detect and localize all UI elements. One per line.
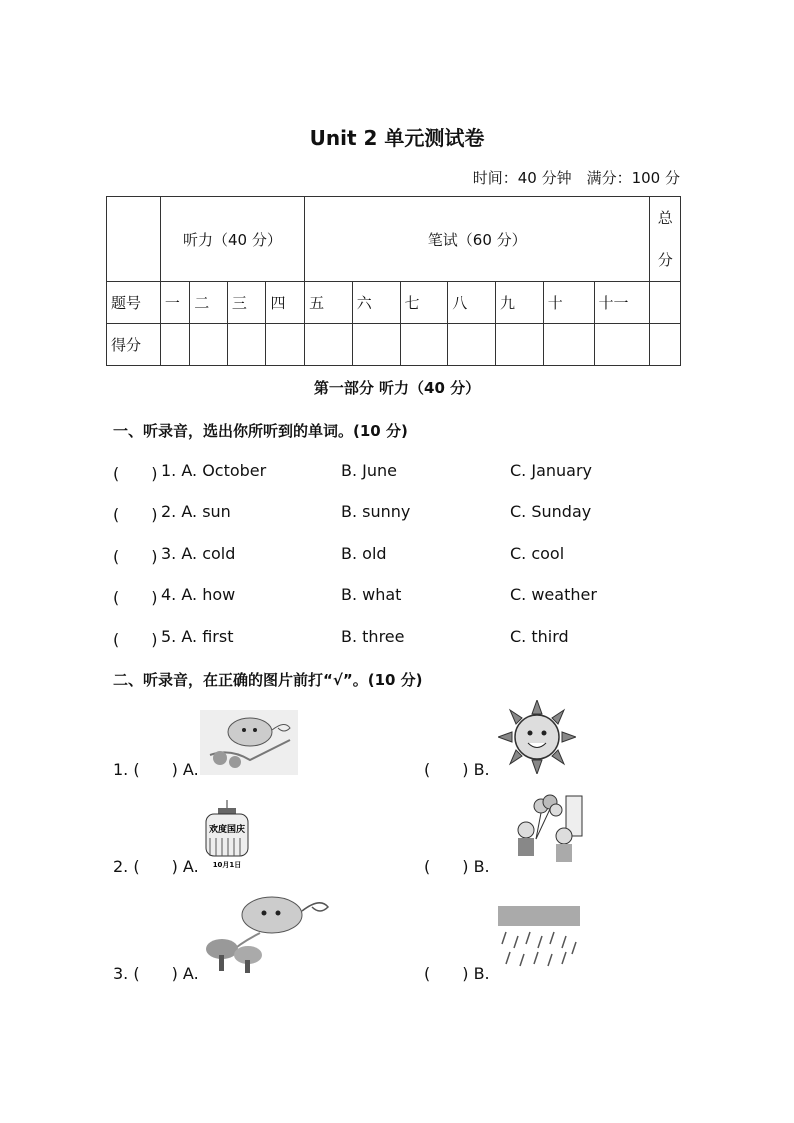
picture-option-a-label[interactable]: 1. ( ) A.	[113, 760, 199, 779]
number-cell: 七	[400, 282, 448, 324]
page-title: Unit 2 单元测试卷	[309, 126, 485, 150]
score-cell[interactable]	[594, 324, 650, 366]
number-cell: 十	[543, 282, 594, 324]
number-cell: 五	[305, 282, 353, 324]
total-header-char-1: 总	[657, 209, 673, 227]
exam-meta: 时间：40 分钟 满分：100 分	[472, 169, 680, 187]
question-row	[113, 461, 713, 483]
rain-picture	[498, 906, 580, 970]
number-cell: 六	[352, 282, 400, 324]
score-cell[interactable]	[227, 324, 266, 366]
part1-title: 第一部分 听力（40 分）	[313, 379, 481, 397]
score-cell[interactable]	[543, 324, 594, 366]
question-row	[113, 627, 713, 649]
section1-title: 一、听录音，选出你所听到的单词。(10 分)	[113, 422, 408, 440]
writing-header: 笔试（60 分）	[305, 197, 650, 282]
answer-paren[interactable]: ( )	[113, 464, 158, 483]
score-cell[interactable]	[266, 324, 305, 366]
answer-paren[interactable]: ( )	[113, 630, 158, 649]
picture-option-b-label[interactable]: ( ) B.	[424, 760, 490, 779]
score-cell[interactable]	[190, 324, 228, 366]
total-score-cell[interactable]	[650, 324, 681, 366]
number-cell: 四	[266, 282, 305, 324]
question-number: 3. A. cold	[161, 544, 236, 563]
answer-paren[interactable]: ( )	[113, 588, 158, 607]
row-label-number: 题号	[107, 282, 161, 324]
option-c: C. third	[510, 627, 569, 646]
option-b: B. old	[341, 544, 387, 563]
option-b: B. three	[341, 627, 405, 646]
number-cell: 十一	[594, 282, 650, 324]
picture-option-b-label[interactable]: ( ) B.	[424, 857, 490, 876]
question-number: 2. A. sun	[161, 502, 231, 521]
number-cell: 一	[160, 282, 189, 324]
question-row	[113, 585, 713, 607]
listening-header: 听力（40 分）	[160, 197, 304, 282]
score-cell[interactable]	[160, 324, 189, 366]
option-b: B. what	[341, 585, 402, 604]
children-with-balloons-picture	[496, 794, 594, 868]
picture-option-b-label[interactable]: ( ) B.	[424, 964, 490, 983]
sun-picture	[498, 700, 576, 774]
number-cell: 二	[190, 282, 228, 324]
option-b: B. sunny	[341, 502, 411, 521]
score-cell[interactable]	[352, 324, 400, 366]
score-table	[106, 196, 681, 366]
score-cell[interactable]	[305, 324, 353, 366]
score-cell[interactable]	[400, 324, 448, 366]
question-row	[113, 544, 713, 566]
option-b: B. June	[341, 461, 397, 480]
number-cell: 九	[496, 282, 544, 324]
answer-paren[interactable]: ( )	[113, 505, 158, 524]
lantern-text-top: 欢度国庆	[208, 825, 246, 835]
windy-trees-picture	[200, 893, 334, 977]
total-header-char-2: 分	[657, 251, 673, 269]
score-cell[interactable]	[496, 324, 544, 366]
section2-title: 二、听录音，在正确的图片前打“√”。(10 分)	[113, 671, 423, 689]
score-cell[interactable]	[448, 324, 496, 366]
table-corner-cell	[107, 197, 161, 282]
total-header	[650, 197, 681, 282]
windy-cloud-picture	[200, 710, 298, 775]
picture-option-a-label[interactable]: 2. ( ) A.	[113, 857, 199, 876]
option-c: C. Sunday	[510, 502, 592, 521]
number-cell: 八	[448, 282, 496, 324]
option-c: C. cool	[510, 544, 565, 563]
picture-option-a-label[interactable]: 3. ( ) A.	[113, 964, 199, 983]
total-number-cell	[650, 282, 681, 324]
answer-paren[interactable]: ( )	[113, 547, 158, 566]
question-number: 4. A. how	[161, 585, 236, 604]
national-day-lantern-picture	[200, 800, 254, 874]
option-c: C. weather	[510, 585, 597, 604]
row-label-score: 得分	[107, 324, 161, 366]
question-row	[113, 502, 713, 524]
question-number: 5. A. first	[161, 627, 234, 646]
lantern-text-bottom: 10月1日	[212, 861, 242, 869]
option-c: C. January	[510, 461, 592, 480]
question-number: 1. A. October	[161, 461, 267, 480]
number-cell: 三	[227, 282, 266, 324]
